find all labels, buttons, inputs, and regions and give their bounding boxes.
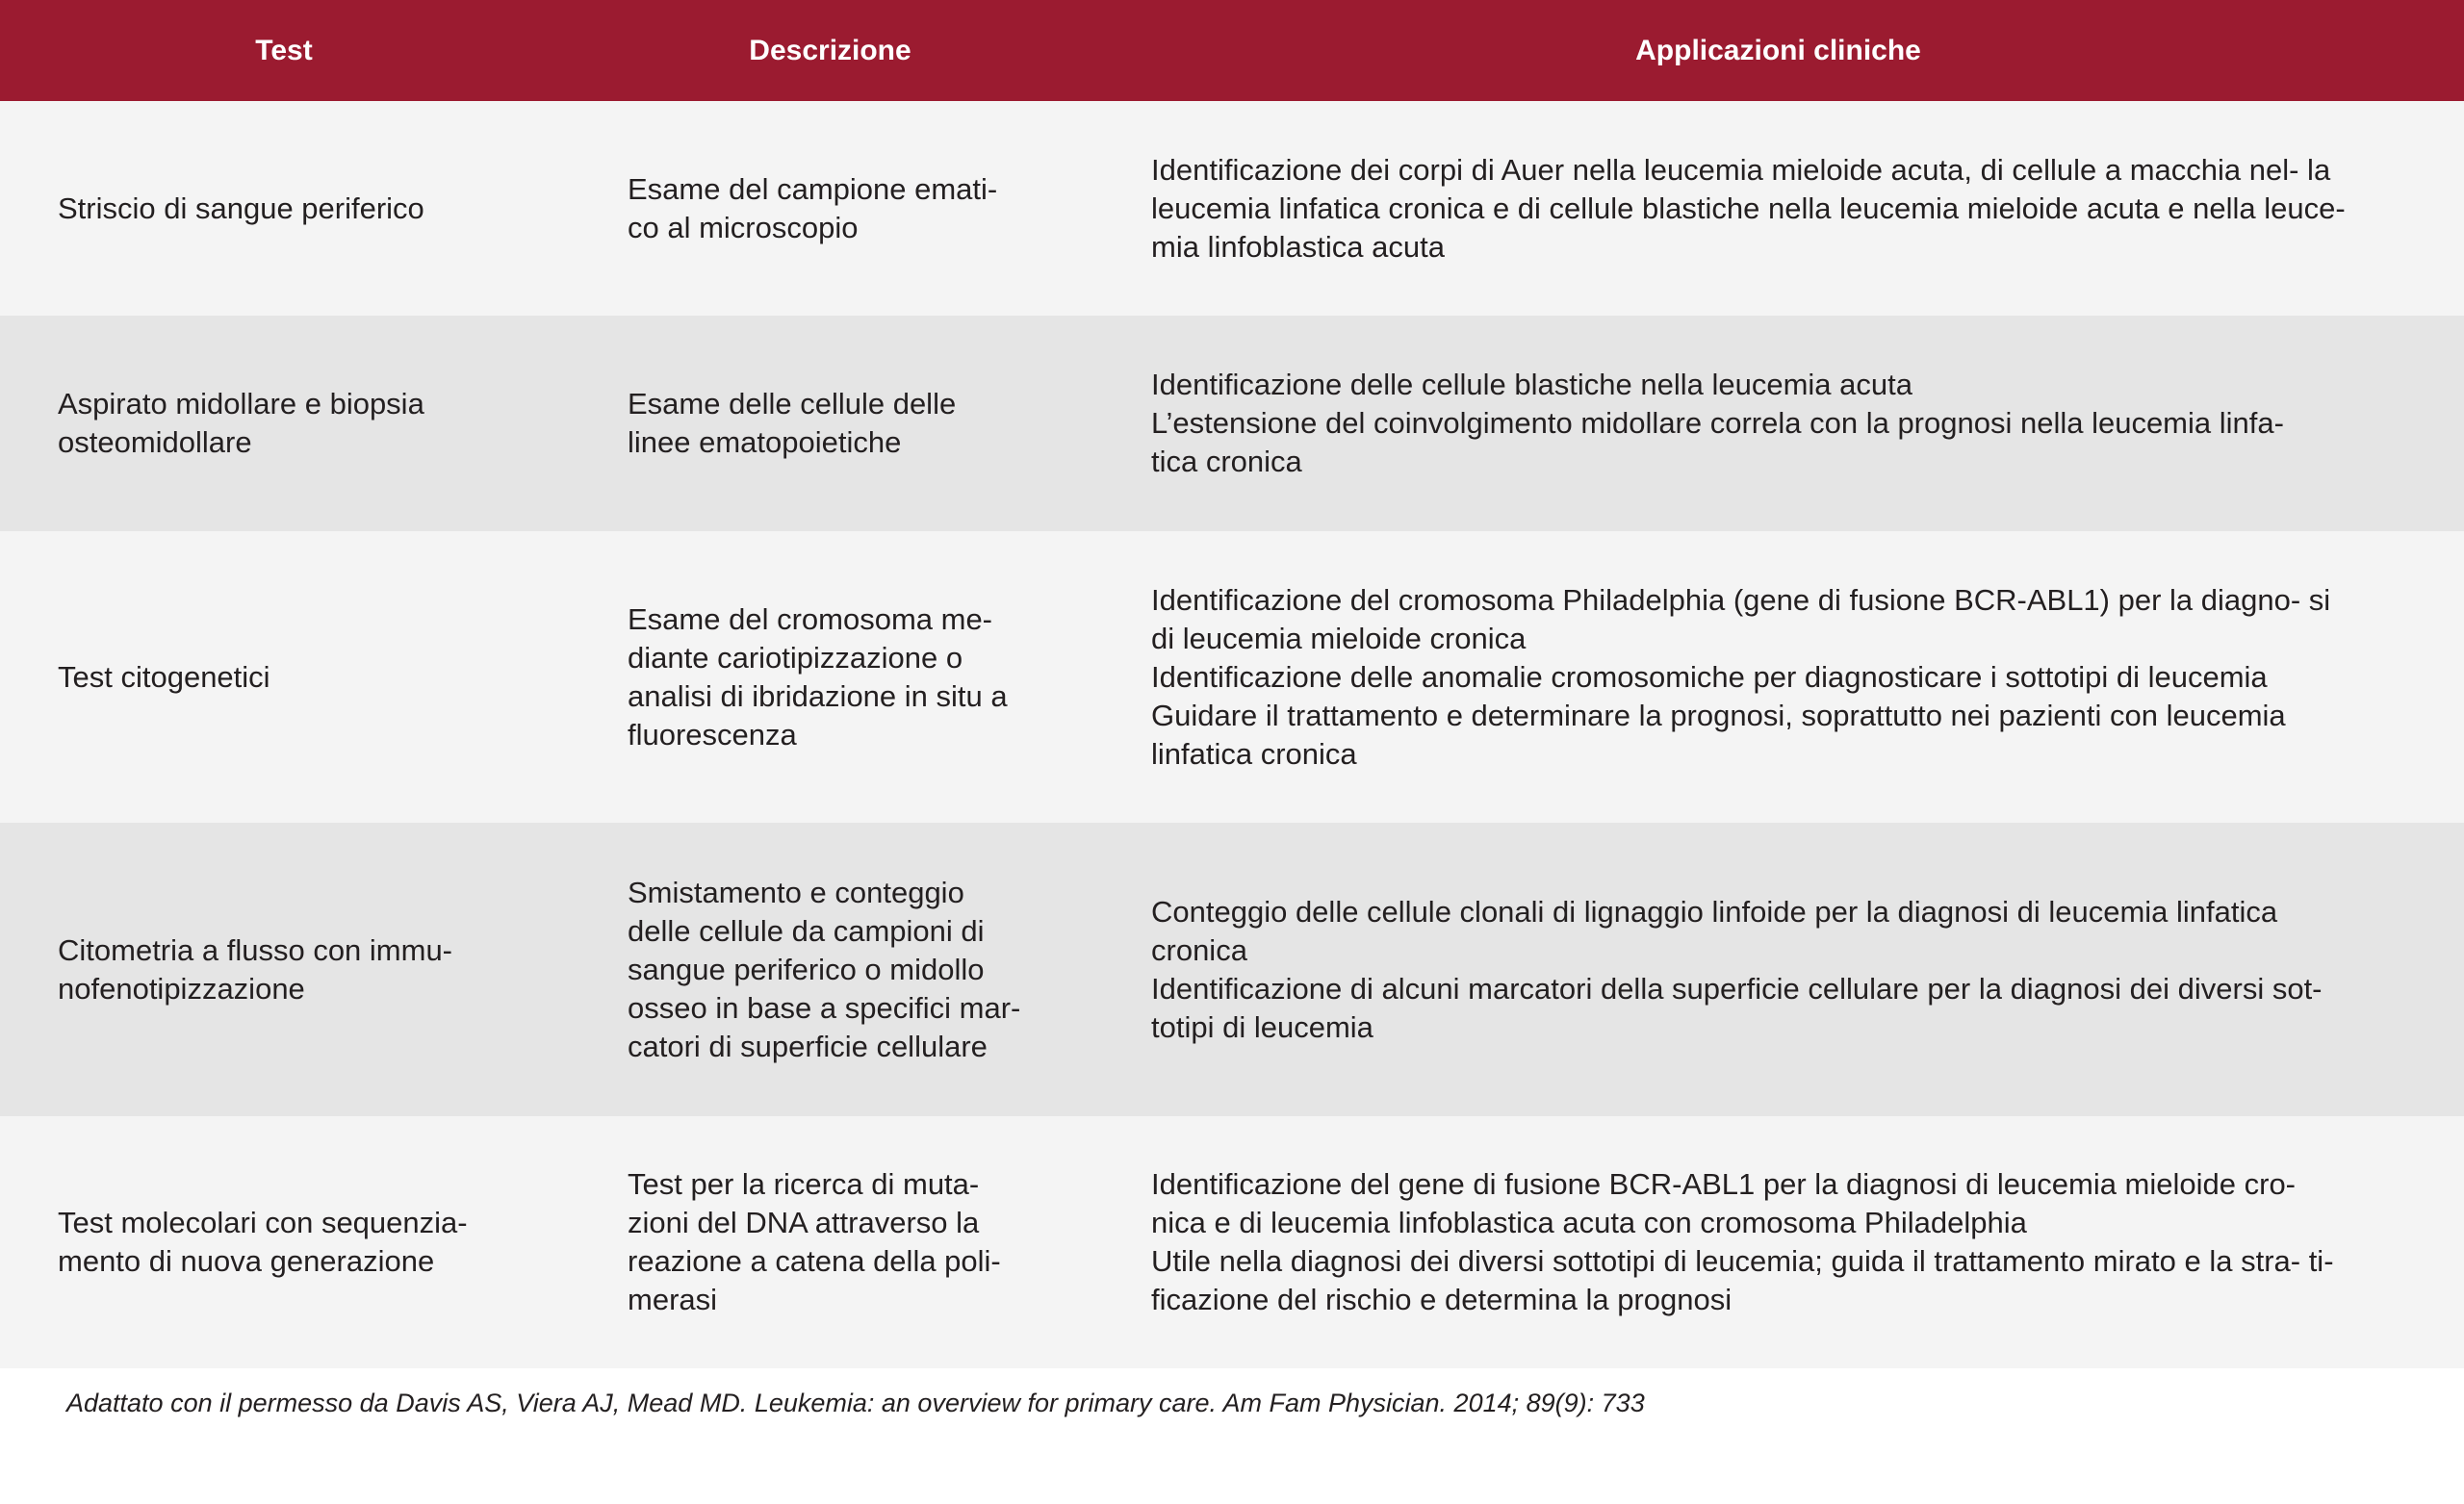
cell-text-line: mento di nuova generazione (58, 1244, 435, 1278)
cell-text-line: linee ematopoietiche (628, 425, 902, 459)
cell-descrizione (628, 874, 1151, 1066)
cell-text-line: ficazione del rischio e determina la prognosi (1151, 1283, 1732, 1316)
table-row (0, 823, 2464, 1116)
cell-text-line: sangue periferico o midollo (628, 952, 985, 986)
cell-text-line: osteomidollare (58, 425, 252, 459)
cell-text-line: reazione a catena della poli- (628, 1244, 1001, 1278)
table-row (0, 101, 2464, 316)
cell-text-line: Striscio di sangue periferico (58, 191, 424, 225)
cell-text-line: Identificazione delle anomalie cromosomiche per diagnosticare i sottotipi di leucemia (1151, 659, 2268, 694)
cell-text-line: delle cellule da campioni di (628, 913, 985, 948)
cell-text-line: Guidare il trattamento e determinare la prognosi, soprattutto nei pazienti con leucemia (1151, 698, 2286, 732)
cell-text-line: leucemia linfatica cronica e di cellule blastiche nella leucemia mieloide acuta e nella leuce- (1151, 191, 2346, 225)
cell-descrizione (628, 170, 1151, 247)
cell-text-line: L’estensione del coinvolgimento midollare correla con la prognosi nella leucemia linfa- (1151, 406, 2284, 440)
cell-applicazioni (1151, 366, 2464, 481)
cell-applicazioni (1151, 1165, 2464, 1319)
cell-text-line: analisi di ibridazione in situ a (628, 678, 1008, 713)
cell-text-line: Test per la ricerca di muta- (628, 1167, 980, 1201)
cell-text-line: Identificazione dei corpi di Auer nella leucemia mieloide acuta, di cellule a macchia nel- la (1151, 152, 2331, 187)
cell-text-line: tica cronica (1151, 445, 1302, 478)
cell-descrizione (628, 385, 1151, 462)
cell-text-line: osseo in base a specifici mar- (628, 990, 1021, 1025)
header-test: Test (255, 34, 313, 66)
cell-test (0, 658, 628, 697)
cell-text-line: zioni del DNA attraverso la (628, 1206, 980, 1239)
cell-text-line: Test molecolari con sequenzia- (58, 1206, 468, 1239)
cell-text-line: Identificazione del cromosoma Philadelphia (gene di fusione BCR-ABL1) per la diagno- si (1151, 582, 2331, 617)
cell-text-line: cronica (1151, 932, 1247, 967)
header-descrizione: Descrizione (749, 34, 911, 66)
cell-applicazioni (1151, 581, 2464, 774)
cell-text-line: totipi di leucemia (1151, 1009, 1373, 1044)
cell-test (0, 385, 628, 462)
cell-descrizione (628, 1165, 1151, 1319)
cell-text-line: merasi (628, 1283, 718, 1316)
cell-test (0, 1204, 628, 1281)
cell-text-line: co al microscopio (628, 210, 859, 244)
table-row (0, 1116, 2464, 1368)
cell-test (0, 190, 628, 228)
header-applicazioni: Applicazioni cliniche (1635, 34, 1921, 66)
cell-test (0, 931, 628, 1008)
cell-descrizione (628, 600, 1151, 754)
cell-text-line: Utile nella diagnosi dei diversi sottotipi di leucemia; guida il trattamento mirato e la stra- ti- (1151, 1244, 2334, 1278)
cell-text-line: fluorescenza (628, 717, 797, 752)
cell-text-line: Smistamento e conteggio (628, 875, 964, 909)
cell-text-line: catori di superficie cellulare (628, 1029, 988, 1063)
cell-text-line: nica e di leucemia linfoblastica acuta con cromosoma Philadelphia (1151, 1206, 2027, 1239)
cell-text-line: linfatica cronica (1151, 736, 1357, 771)
cell-applicazioni (1151, 151, 2464, 267)
cell-text-line: Conteggio delle cellule clonali di lignaggio linfoide per la diagnosi di leucemia linfatica (1151, 894, 2278, 929)
cell-text-line: mia linfoblastica acuta (1151, 229, 1445, 264)
cell-text-line: nofenotipizzazione (58, 971, 305, 1006)
cell-text-line: Identificazione delle cellule blastiche nella leucemia acuta (1151, 368, 1912, 401)
source-footnote: Adattato con il permesso da Davis AS, Viera AJ, Mead MD. Leukemia: an overview for primary care. Am Fam Physician. 2014; 89(9): 733 (66, 1389, 1645, 1417)
cell-applicazioni (1151, 893, 2464, 1047)
cell-text-line: Aspirato midollare e biopsia (58, 387, 424, 421)
cell-text-line: Test citogenetici (58, 659, 270, 694)
cell-text-line: di leucemia mieloide cronica (1151, 621, 1527, 655)
cell-text-line: Citometria a flusso con immu- (58, 932, 453, 967)
table-header (0, 0, 2464, 101)
cell-text-line: Esame del campione emati- (628, 171, 998, 206)
table-row (0, 316, 2464, 531)
cell-text-line: Identificazione di alcuni marcatori della superficie cellulare per la diagnosi dei diversi sot- (1151, 971, 2323, 1006)
cell-text-line: Esame delle cellule delle (628, 387, 957, 421)
cell-text-line: diante cariotipizzazione o (628, 640, 963, 675)
cell-text-line: Identificazione del gene di fusione BCR-ABL1 per la diagnosi di leucemia mieloide cro- (1151, 1167, 2297, 1201)
table-row (0, 531, 2464, 823)
cell-text-line: Esame del cromosoma me- (628, 601, 993, 636)
